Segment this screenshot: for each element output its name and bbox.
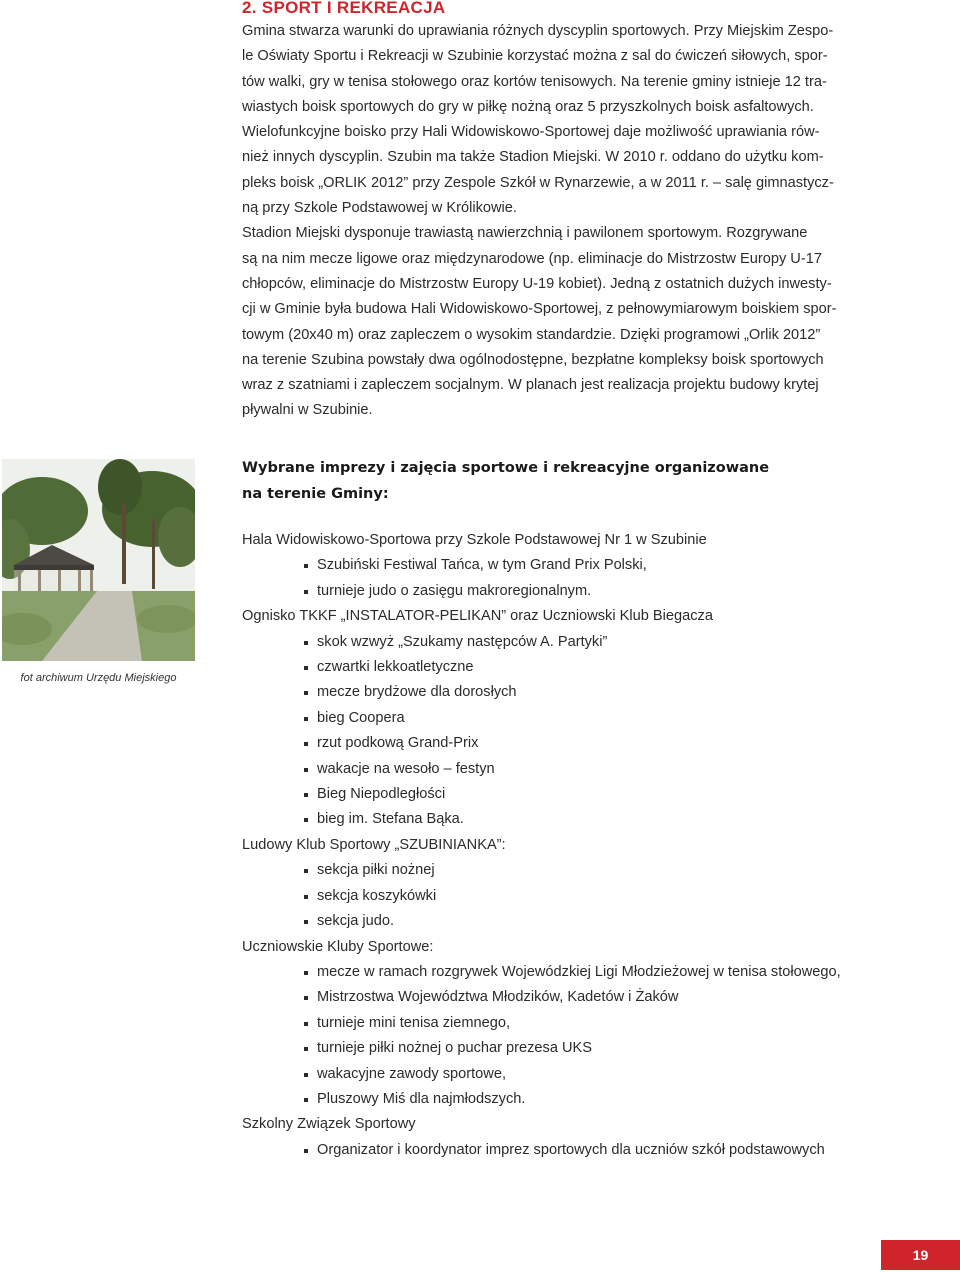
event-item: Mistrzostwa Województwa Młodzików, Kadetów i Żaków (242, 985, 882, 1010)
event-group (242, 1112, 882, 1163)
event-item: turnieje mini tenisa ziemnego, (242, 1011, 882, 1036)
park-pavilion-photo (2, 459, 195, 661)
event-item: rzut podkową Grand-Prix (242, 731, 882, 756)
intro-line: Gmina stwarza warunki do uprawiania różnych dyscyplin sportowych. Przy Miejskim Zespo- (242, 23, 834, 39)
event-group (242, 528, 882, 604)
event-item: Szubiński Festiwal Tańca, w tym Grand Prix Polski, (242, 553, 882, 578)
event-items (242, 960, 882, 1112)
event-group-title: Uczniowskie Kluby Sportowe: (242, 938, 434, 955)
event-group-title: Hala Widowiskowo-Sportowa przy Szkole Podstawowej Nr 1 w Szubinie (242, 532, 707, 548)
event-item: sekcja koszykówki (242, 884, 882, 909)
event-item: sekcja judo. (242, 909, 882, 934)
events-title-line: na terenie Gminy: (242, 485, 389, 502)
intro-line: wraz z szatniami i zapleczem socjalnym. W planach jest realizacja projektu budowy krytej (242, 377, 819, 394)
event-item: Pluszowy Miś dla najmłodszych. (242, 1087, 882, 1112)
event-item: skok wzwyż „Szukamy następców A. Partyki” (242, 630, 882, 655)
event-group-title: Szkolny Związek Sportowy (242, 1116, 416, 1133)
events-list (242, 528, 882, 1163)
event-item: czwartki lekkoatletyczne (242, 655, 882, 680)
intro-line: towym (20x40 m) oraz zapleczem o wysokim standardzie. Dzięki programowi „Orlik 2012” (242, 326, 821, 343)
event-group (242, 604, 882, 833)
intro-line: Wielofunkcyjne boisko przy Hali Widowiskowo-Sportowej daje możliwość uprawiania rów- (242, 124, 820, 141)
event-item: mecze w ramach rozgrywek Wojewódzkiej Ligi Młodzieżowej w tenisa stołowego, (242, 960, 882, 985)
event-items (242, 1138, 882, 1163)
event-item: Bieg Niepodległości (242, 782, 882, 807)
event-items (242, 553, 882, 604)
events-title (242, 456, 842, 507)
intro-line: na terenie Szubina powstały dwa ogólnodostępne, bezpłatne kompleksy boisk sportowych (242, 351, 824, 368)
event-item: wakacje na wesoło – festyn (242, 757, 882, 782)
intro-line: są na nim mecze ligowe oraz międzynarodowe (np. eliminacje do Mistrzostw Europy U-17 (242, 250, 822, 267)
intro-line: pływalni w Szubinie. (242, 402, 373, 419)
event-item: turnieje piłki nożnej o puchar prezesa UKS (242, 1036, 882, 1061)
event-group-title: Ognisko TKKF „INSTALATOR-PELIKAN” oraz Uczniowski Klub Biegacza (242, 608, 713, 625)
events-title-line: Wybrane imprezy i zajęcia sportowe i rekreacyjne organizowane (242, 460, 770, 476)
event-item: bieg Coopera (242, 706, 882, 731)
event-item: mecze brydżowe dla dorosłych (242, 680, 882, 705)
intro-line: tów walki, gry w tenisa stołowego oraz kortów tenisowych. Na terenie gminy istnieje 12 tra- (242, 73, 827, 90)
event-item: Organizator i koordynator imprez sportowych dla uczniów szkół podstawowych (242, 1138, 882, 1163)
park-pavilion-illustration (2, 459, 195, 661)
event-item: wakacyjne zawody sportowe, (242, 1062, 882, 1087)
event-items (242, 630, 882, 833)
event-items (242, 858, 882, 934)
event-item: turnieje judo o zasięgu makroregionalnym. (242, 579, 882, 604)
intro-line: ną przy Szkole Podstawowej w Królikowie. (242, 200, 517, 217)
photo-caption: fot archiwum Urzędu Miejskiego (20, 672, 177, 684)
event-group-title: Ludowy Klub Sportowy „SZUBINIANKA”: (242, 836, 506, 853)
page-number-badge: 19 (881, 1240, 960, 1270)
event-group (242, 833, 882, 935)
intro-line: pleks boisk „ORLIK 2012” przy Zespole Szkół w Rynarzewie, a w 2011 r. – salę gimnastycz- (242, 174, 834, 191)
intro-line: Stadion Miejski dysponuje trawiastą nawierzchnią i pawilonem sportowym. Rozgrywane (242, 225, 808, 242)
section-heading: 2. SPORT I REKREACJA (242, 0, 446, 17)
intro-text (242, 19, 864, 424)
intro-line: le Oświaty Sportu i Rekreacji w Szubinie korzystać można z sal do ćwiczeń siłowych, spor- (242, 48, 828, 65)
intro-line: wiastych boisk sportowych do gry w piłkę nożną oraz 5 przyszkolnych boisk asfaltowych. (242, 98, 814, 115)
event-item: bieg im. Stefana Bąka. (242, 807, 882, 832)
intro-line: cji w Gminie była budowa Hali Widowiskowo-Sportowej, z pełnowymiarowym boiskiem spor- (242, 301, 837, 318)
intro-line: nież innych dyscyplin. Szubin ma także Stadion Miejski. W 2010 r. oddano do użytku kom- (242, 149, 824, 166)
event-item: sekcja piłki nożnej (242, 858, 882, 883)
intro-line: chłopców, eliminacje do Mistrzostw Europy U-19 kobiet). Jedną z ostatnich dużych inwesty- (242, 275, 832, 292)
event-group (242, 935, 882, 1113)
